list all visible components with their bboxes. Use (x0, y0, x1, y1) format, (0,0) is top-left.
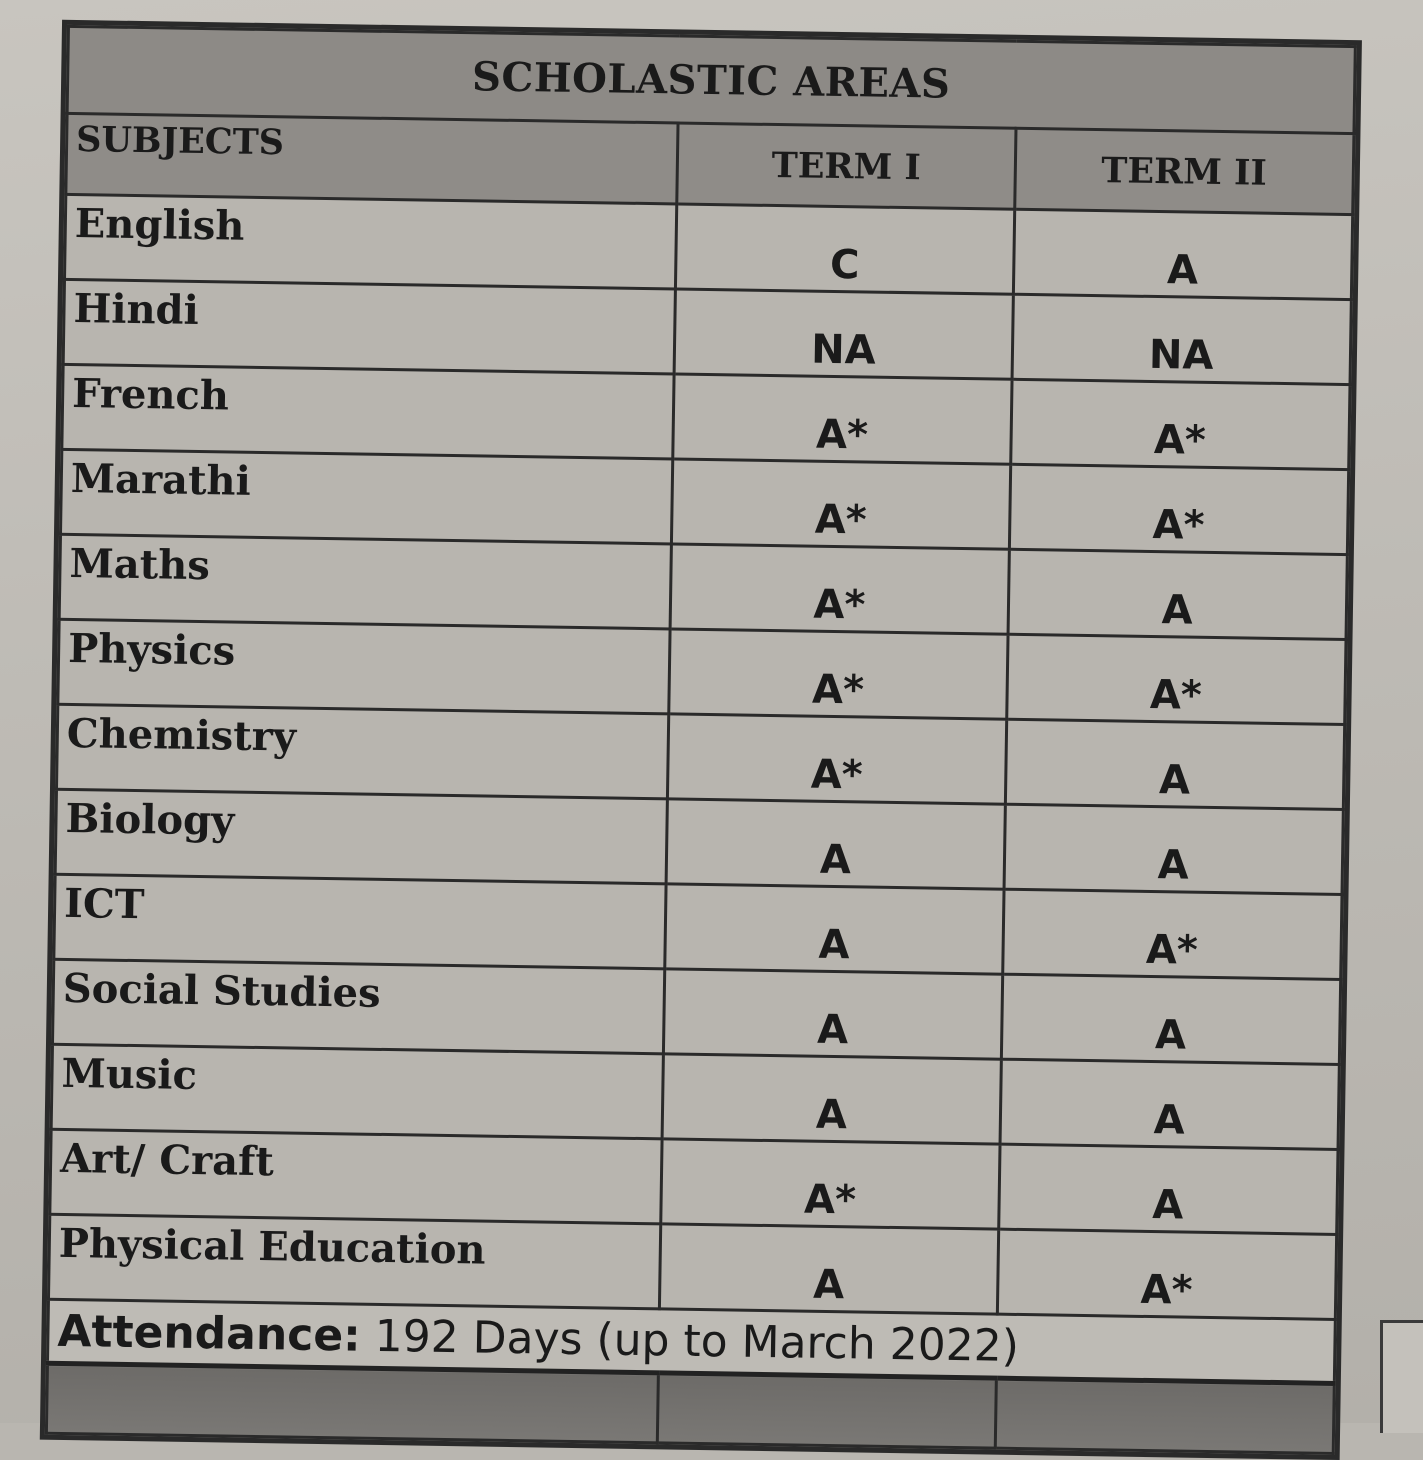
term1-grade-cell: A (665, 884, 1003, 974)
term1-grade-cell: A* (670, 544, 1008, 634)
term2-grade-cell: A* (1008, 464, 1348, 554)
subject-cell: Hindi (63, 279, 676, 374)
term2-grade-cell: A (998, 1144, 1338, 1234)
subject-cell: Music (51, 1044, 664, 1139)
term2-grade-cell: A (999, 1059, 1339, 1149)
term1-grade-cell: A (666, 799, 1004, 889)
table-title: SCHOLASTIC AREAS (67, 26, 1355, 133)
term2-grade-cell: A (1003, 804, 1343, 894)
blurred-cell (46, 1363, 658, 1443)
subject-cell: Art/ Craft (49, 1129, 662, 1224)
term2-grade-cell: A (1000, 974, 1340, 1064)
report-card-table-frame (39, 20, 1361, 1460)
term1-header: TERM I (677, 123, 1015, 209)
attendance-value: 192 Days (up to March 2022) (373, 1310, 1019, 1372)
term2-grade-cell: A* (1010, 379, 1350, 469)
term1-grade-cell: C (675, 204, 1013, 294)
subject-cell: French (61, 364, 674, 459)
term1-grade-cell: A* (667, 714, 1005, 804)
blurred-cell (657, 1373, 995, 1448)
term1-grade-cell: NA (674, 289, 1012, 379)
term1-grade-cell: A* (671, 459, 1009, 549)
subject-cell: Chemistry (56, 704, 669, 799)
subjects-header: SUBJECTS (65, 113, 678, 204)
scholastic-areas-table (44, 25, 1356, 1455)
term1-grade-cell: A* (669, 629, 1007, 719)
subject-cell: ICT (53, 874, 666, 969)
term2-grade-cell: A (1012, 209, 1352, 299)
term1-grade-cell: A (662, 1054, 1000, 1144)
adjacent-page-edge (1380, 1320, 1423, 1433)
subject-cell: Physical Education (48, 1214, 661, 1309)
subject-cell: Maths (59, 534, 672, 629)
term2-grade-cell: A* (1006, 634, 1346, 724)
term2-grade-cell: A (1004, 719, 1344, 809)
term1-grade-cell: A* (673, 374, 1011, 464)
subject-cell: Biology (55, 789, 668, 884)
term1-grade-cell: A* (661, 1139, 999, 1229)
subject-cell: English (64, 194, 677, 289)
blurred-cell (994, 1378, 1334, 1453)
term2-grade-cell: A* (996, 1229, 1336, 1319)
subject-cell: Physics (57, 619, 670, 714)
attendance-label: Attendance: (56, 1305, 361, 1362)
term1-grade-cell: A (663, 969, 1001, 1059)
subject-cell: Marathi (60, 449, 673, 544)
term1-grade-cell: A (659, 1224, 997, 1314)
term2-grade-cell: NA (1011, 294, 1351, 384)
term2-header: TERM II (1014, 128, 1354, 214)
subject-cell: Social Studies (52, 959, 665, 1054)
term2-grade-cell: A* (1002, 889, 1342, 979)
term2-grade-cell: A (1007, 549, 1347, 639)
